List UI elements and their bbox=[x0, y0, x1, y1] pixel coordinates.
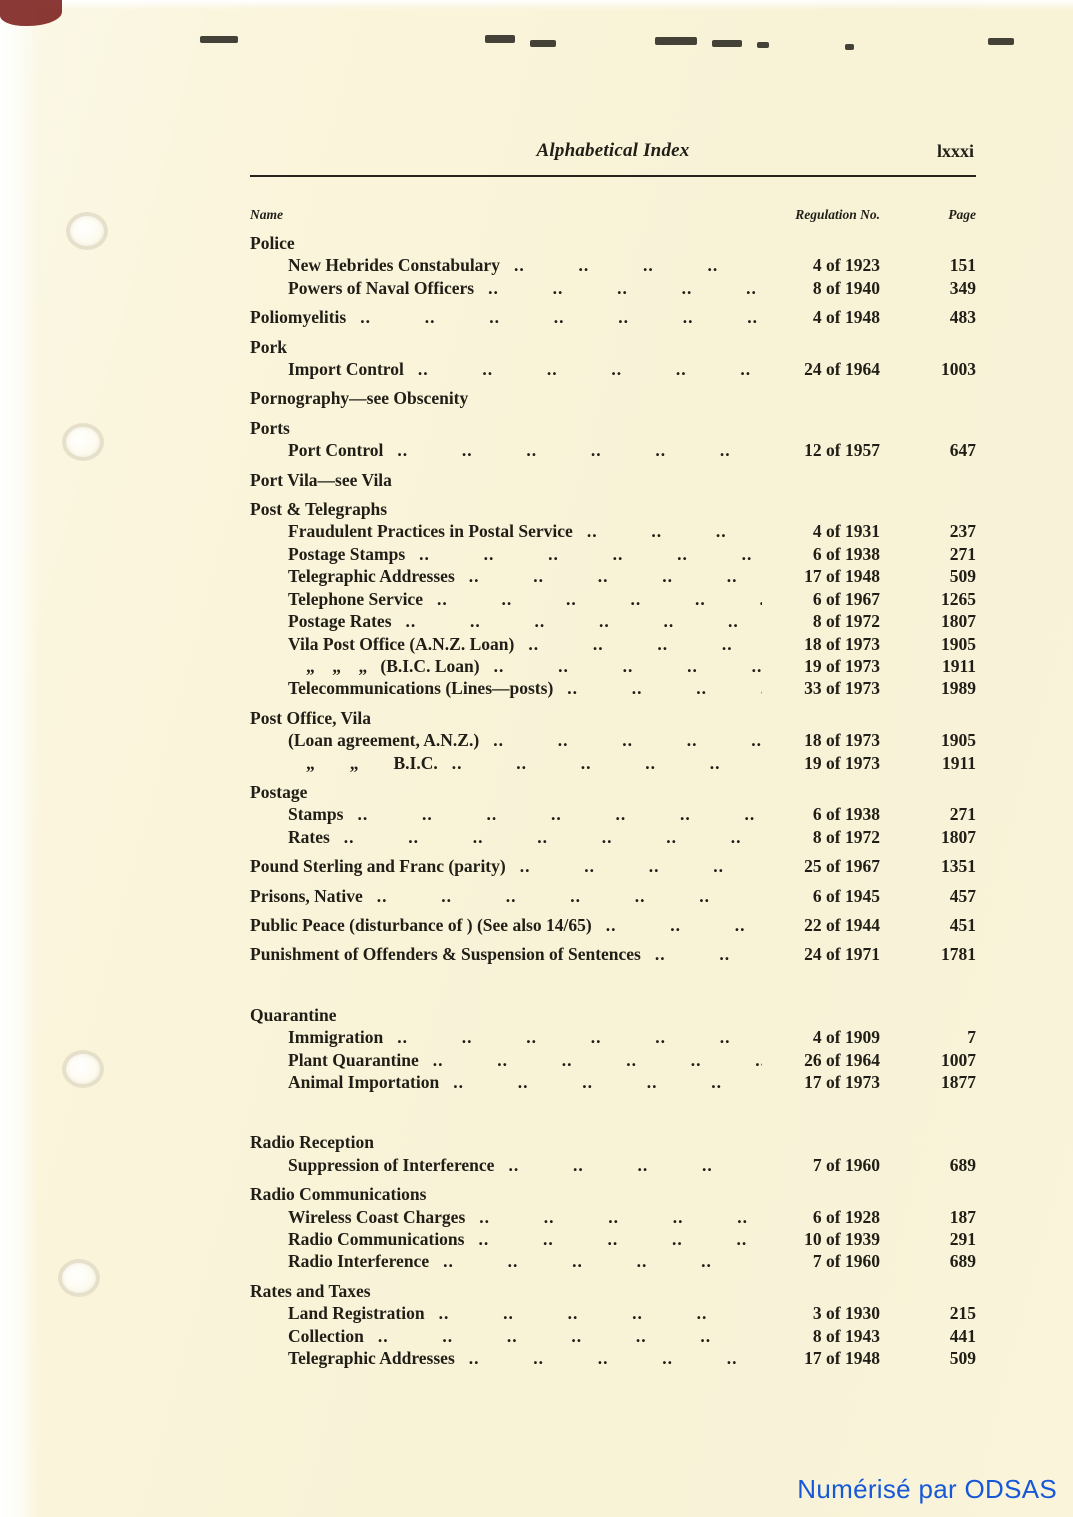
entry-regulation: 33 of 1973 bbox=[804, 678, 880, 699]
index-row bbox=[250, 254, 976, 276]
entry-label: Stamps bbox=[288, 804, 344, 825]
index-row bbox=[250, 1154, 976, 1176]
entry-label: Radio Communications bbox=[250, 1184, 427, 1205]
entry-regulation: 4 of 1923 bbox=[812, 255, 880, 276]
entry-label: Plant Quarantine bbox=[288, 1049, 419, 1070]
entry-regulation: 8 of 1972 bbox=[812, 611, 880, 632]
scan-artifact bbox=[200, 36, 238, 43]
entry-label: „ „ B.I.C. bbox=[306, 752, 438, 773]
leader-dots bbox=[357, 803, 762, 825]
entry-page: 509 bbox=[949, 566, 976, 587]
leader-dots bbox=[453, 1071, 762, 1093]
index-row bbox=[250, 358, 976, 380]
column-header-page: Page bbox=[948, 207, 976, 222]
entry-label: Public Peace (disturbance of ) (See also 14/65) bbox=[250, 914, 592, 935]
entry-regulation: 25 of 1967 bbox=[804, 856, 880, 877]
leader-dots bbox=[528, 633, 762, 655]
leader-dots bbox=[452, 752, 762, 774]
entry-label: Fraudulent Practices in Postal Service bbox=[288, 521, 573, 542]
leader-dots bbox=[469, 1347, 762, 1369]
entry-label: Wireless Coast Charges bbox=[288, 1206, 466, 1227]
entry-page: 1905 bbox=[941, 633, 976, 654]
entry-page: 457 bbox=[949, 885, 976, 906]
leader-dots bbox=[494, 655, 762, 677]
column-headers bbox=[250, 207, 976, 223]
index-row bbox=[250, 336, 976, 358]
index-row bbox=[250, 943, 976, 965]
entry-page: 441 bbox=[949, 1325, 976, 1346]
entry-page: 1007 bbox=[941, 1049, 976, 1070]
index-row bbox=[250, 1250, 976, 1272]
index-row bbox=[250, 1280, 976, 1302]
index-row bbox=[250, 387, 976, 409]
index-row bbox=[250, 914, 976, 936]
scan-artifact bbox=[530, 40, 556, 47]
entry-label: Immigration bbox=[288, 1027, 384, 1048]
leader-dots bbox=[377, 885, 762, 907]
entry-label: Postage Stamps bbox=[288, 543, 406, 564]
leader-dots bbox=[469, 565, 762, 587]
index-row bbox=[250, 1004, 976, 1026]
index-row bbox=[250, 1026, 976, 1048]
leader-dots bbox=[418, 358, 762, 380]
index-page-content bbox=[250, 140, 976, 1369]
index-row bbox=[250, 565, 976, 587]
entry-label: Port Vila—see Vila bbox=[250, 469, 392, 490]
scan-artifact bbox=[845, 44, 854, 50]
leader-dots bbox=[378, 1325, 762, 1347]
index-row bbox=[250, 729, 976, 751]
entry-label: Collection bbox=[288, 1325, 364, 1346]
entry-page: 483 bbox=[949, 307, 976, 328]
index-row bbox=[250, 469, 976, 491]
entry-label: Telegraphic Addresses bbox=[288, 566, 455, 587]
entry-regulation: 6 of 1945 bbox=[812, 885, 880, 906]
index-row bbox=[250, 752, 976, 774]
entry-label: Prisons, Native bbox=[250, 885, 363, 906]
entry-page: 647 bbox=[949, 440, 976, 461]
entry-label: Punishment of Offenders & Suspension of Sentences bbox=[250, 944, 641, 965]
entry-label: Powers of Naval Officers bbox=[288, 277, 475, 298]
entry-label: Police bbox=[250, 233, 295, 253]
entry-page: 509 bbox=[949, 1348, 976, 1369]
entry-regulation: 19 of 1973 bbox=[804, 655, 880, 676]
scan-artifact bbox=[757, 42, 769, 48]
page-header bbox=[250, 140, 976, 166]
leader-dots bbox=[439, 1302, 762, 1324]
entry-regulation: 8 of 1943 bbox=[812, 1325, 880, 1346]
leader-dots bbox=[514, 254, 762, 276]
entry-page: 1905 bbox=[941, 730, 976, 751]
entry-page: 271 bbox=[949, 804, 976, 825]
leader-dots bbox=[488, 277, 762, 299]
scan-artifact bbox=[712, 40, 742, 47]
scan-left-edge bbox=[0, 0, 38, 1517]
entry-regulation: 4 of 1931 bbox=[812, 521, 880, 542]
column-header-regulation: Regulation No. bbox=[795, 207, 880, 222]
entry-label: Suppression of Interference bbox=[288, 1154, 495, 1175]
entry-label: Ports bbox=[250, 417, 290, 438]
entry-regulation: 26 of 1964 bbox=[804, 1049, 880, 1070]
leader-dots bbox=[443, 1250, 762, 1272]
entry-label: Import Control bbox=[288, 359, 404, 380]
index-row bbox=[250, 885, 976, 907]
entry-label: Vila Post Office (A.N.Z. Loan) bbox=[288, 633, 515, 654]
folio-number: lxxxi bbox=[936, 141, 974, 161]
index-row bbox=[250, 677, 976, 699]
index-row bbox=[250, 1228, 976, 1250]
entry-label: Rates and Taxes bbox=[250, 1280, 371, 1301]
entry-regulation: 3 of 1930 bbox=[812, 1303, 880, 1324]
entry-regulation: 12 of 1957 bbox=[804, 440, 880, 461]
leader-dots bbox=[479, 1206, 762, 1228]
entry-page: 237 bbox=[949, 521, 976, 542]
entry-label: Postage Rates bbox=[288, 611, 392, 632]
entry-label: Post Office, Vila bbox=[250, 707, 372, 728]
index-row bbox=[250, 781, 976, 803]
punch-hole bbox=[62, 423, 104, 461]
header-rule bbox=[250, 175, 976, 177]
entry-regulation: 22 of 1944 bbox=[804, 914, 880, 935]
entry-page: 689 bbox=[949, 1154, 976, 1175]
entry-regulation: 24 of 1964 bbox=[804, 359, 880, 380]
entry-label: Quarantine bbox=[250, 1004, 337, 1025]
leader-dots bbox=[437, 588, 762, 610]
leader-dots bbox=[397, 1026, 762, 1048]
entry-label: Pork bbox=[250, 336, 287, 357]
entry-label: Radio Interference bbox=[288, 1251, 430, 1272]
leader-dots bbox=[655, 943, 762, 965]
index-row bbox=[250, 707, 976, 729]
entry-page: 451 bbox=[949, 914, 976, 935]
entry-regulation: 7 of 1960 bbox=[812, 1154, 880, 1175]
entry-label: Poliomyelitis bbox=[250, 307, 347, 328]
entry-regulation: 6 of 1938 bbox=[812, 543, 880, 564]
index-row bbox=[250, 655, 976, 677]
leader-dots bbox=[606, 914, 762, 936]
leader-dots bbox=[567, 677, 762, 699]
entry-page: 1781 bbox=[941, 944, 976, 965]
entry-label: Radio Communications bbox=[288, 1229, 465, 1250]
index-row bbox=[250, 1183, 976, 1205]
leader-dots bbox=[508, 1154, 762, 1176]
entry-regulation: 17 of 1973 bbox=[804, 1072, 880, 1092]
index-row bbox=[250, 277, 976, 299]
entry-page: 271 bbox=[949, 543, 976, 564]
entry-label: Port Control bbox=[288, 440, 384, 461]
entry-regulation: 6 of 1928 bbox=[812, 1206, 880, 1227]
index-row bbox=[250, 1347, 976, 1369]
entry-label: Radio Reception bbox=[250, 1132, 374, 1153]
entry-regulation: 10 of 1939 bbox=[804, 1229, 880, 1250]
leader-dots bbox=[478, 1228, 762, 1250]
scan-artifact bbox=[485, 35, 515, 43]
entry-regulation: 8 of 1972 bbox=[812, 826, 880, 847]
index-row bbox=[250, 439, 976, 461]
entry-label: Land Registration bbox=[288, 1303, 425, 1324]
entry-page: 187 bbox=[949, 1206, 976, 1227]
leader-dots bbox=[397, 439, 762, 461]
entry-page: 7 bbox=[967, 1027, 976, 1048]
index-row bbox=[250, 232, 976, 254]
leader-dots bbox=[344, 826, 762, 848]
entry-regulation: 7 of 1960 bbox=[812, 1251, 880, 1272]
entry-page: 291 bbox=[949, 1229, 976, 1250]
entry-regulation: 18 of 1973 bbox=[804, 633, 880, 654]
punch-hole bbox=[66, 212, 108, 250]
entry-regulation: 4 of 1909 bbox=[812, 1027, 880, 1048]
entry-label: Telecommunications (Lines—posts) bbox=[288, 678, 554, 699]
entry-page: 689 bbox=[949, 1251, 976, 1272]
entry-page: 215 bbox=[949, 1303, 976, 1324]
entry-label: Telephone Service bbox=[288, 588, 423, 609]
entry-page: 1877 bbox=[941, 1072, 976, 1092]
entry-regulation: 17 of 1948 bbox=[804, 1348, 880, 1369]
leader-dots bbox=[520, 855, 762, 877]
index-row bbox=[250, 1325, 976, 1347]
leader-dots bbox=[419, 543, 762, 565]
index-row bbox=[250, 417, 976, 439]
entry-regulation: 24 of 1971 bbox=[804, 944, 880, 965]
scan-artifact bbox=[655, 37, 697, 45]
page-title: Alphabetical Index bbox=[536, 140, 690, 161]
entry-regulation: 19 of 1973 bbox=[804, 752, 880, 773]
index-row bbox=[250, 520, 976, 542]
scan-watermark: Numérisé par ODSAS bbox=[797, 1474, 1057, 1504]
index-entries bbox=[250, 232, 976, 1369]
entry-page: 1351 bbox=[941, 856, 976, 877]
column-header-name: Name bbox=[250, 207, 283, 222]
entry-regulation: 8 of 1940 bbox=[812, 277, 880, 298]
index-row bbox=[250, 1071, 976, 1093]
entry-page: 1807 bbox=[941, 826, 976, 847]
entry-page: 1911 bbox=[941, 752, 976, 773]
leader-dots bbox=[587, 520, 762, 542]
entry-label: „ „ „ (B.I.C. Loan) bbox=[306, 655, 480, 676]
entry-regulation: 6 of 1938 bbox=[812, 804, 880, 825]
entry-label: Telegraphic Addresses bbox=[288, 1348, 455, 1369]
entry-regulation: 17 of 1948 bbox=[804, 566, 880, 587]
entry-label: Rates bbox=[288, 826, 330, 847]
entry-regulation: 18 of 1973 bbox=[804, 730, 880, 751]
index-row bbox=[250, 543, 976, 565]
entry-label: Animal Importation bbox=[288, 1072, 440, 1092]
entry-page: 349 bbox=[949, 277, 976, 298]
entry-page: 1911 bbox=[941, 655, 976, 676]
index-row bbox=[250, 1302, 976, 1324]
index-row bbox=[250, 803, 976, 825]
entry-page: 1003 bbox=[941, 359, 976, 380]
entry-label: New Hebrides Constabulary bbox=[288, 255, 500, 276]
entry-label: Pound Sterling and Franc (parity) bbox=[250, 856, 506, 877]
index-row bbox=[250, 498, 976, 520]
index-row bbox=[250, 1049, 976, 1071]
entry-label: Postage bbox=[250, 781, 308, 802]
entry-label: (Loan agreement, A.N.Z.) bbox=[288, 730, 480, 751]
entry-regulation: 6 of 1967 bbox=[812, 588, 880, 609]
scan-top-edge bbox=[0, 0, 1073, 10]
punch-hole bbox=[62, 1050, 104, 1088]
index-row bbox=[250, 1206, 976, 1228]
entry-page: 1265 bbox=[941, 588, 976, 609]
index-row bbox=[250, 588, 976, 610]
entry-page: 1807 bbox=[941, 611, 976, 632]
leader-dots bbox=[493, 729, 762, 751]
entry-regulation: 4 of 1948 bbox=[812, 307, 880, 328]
entry-page: 151 bbox=[949, 255, 976, 276]
entry-page: 1989 bbox=[941, 678, 976, 699]
entry-label: Pornography—see Obscenity bbox=[250, 388, 469, 409]
index-row bbox=[250, 855, 976, 877]
index-row bbox=[250, 826, 976, 848]
scan-artifact bbox=[988, 38, 1014, 45]
entry-label: Post & Telegraphs bbox=[250, 499, 388, 520]
leader-dots bbox=[433, 1049, 762, 1071]
punch-hole bbox=[58, 1259, 100, 1297]
index-row bbox=[250, 610, 976, 632]
index-row bbox=[250, 633, 976, 655]
leader-dots bbox=[360, 306, 762, 328]
index-row bbox=[250, 1131, 976, 1153]
index-row bbox=[250, 306, 976, 328]
leader-dots bbox=[406, 610, 762, 632]
